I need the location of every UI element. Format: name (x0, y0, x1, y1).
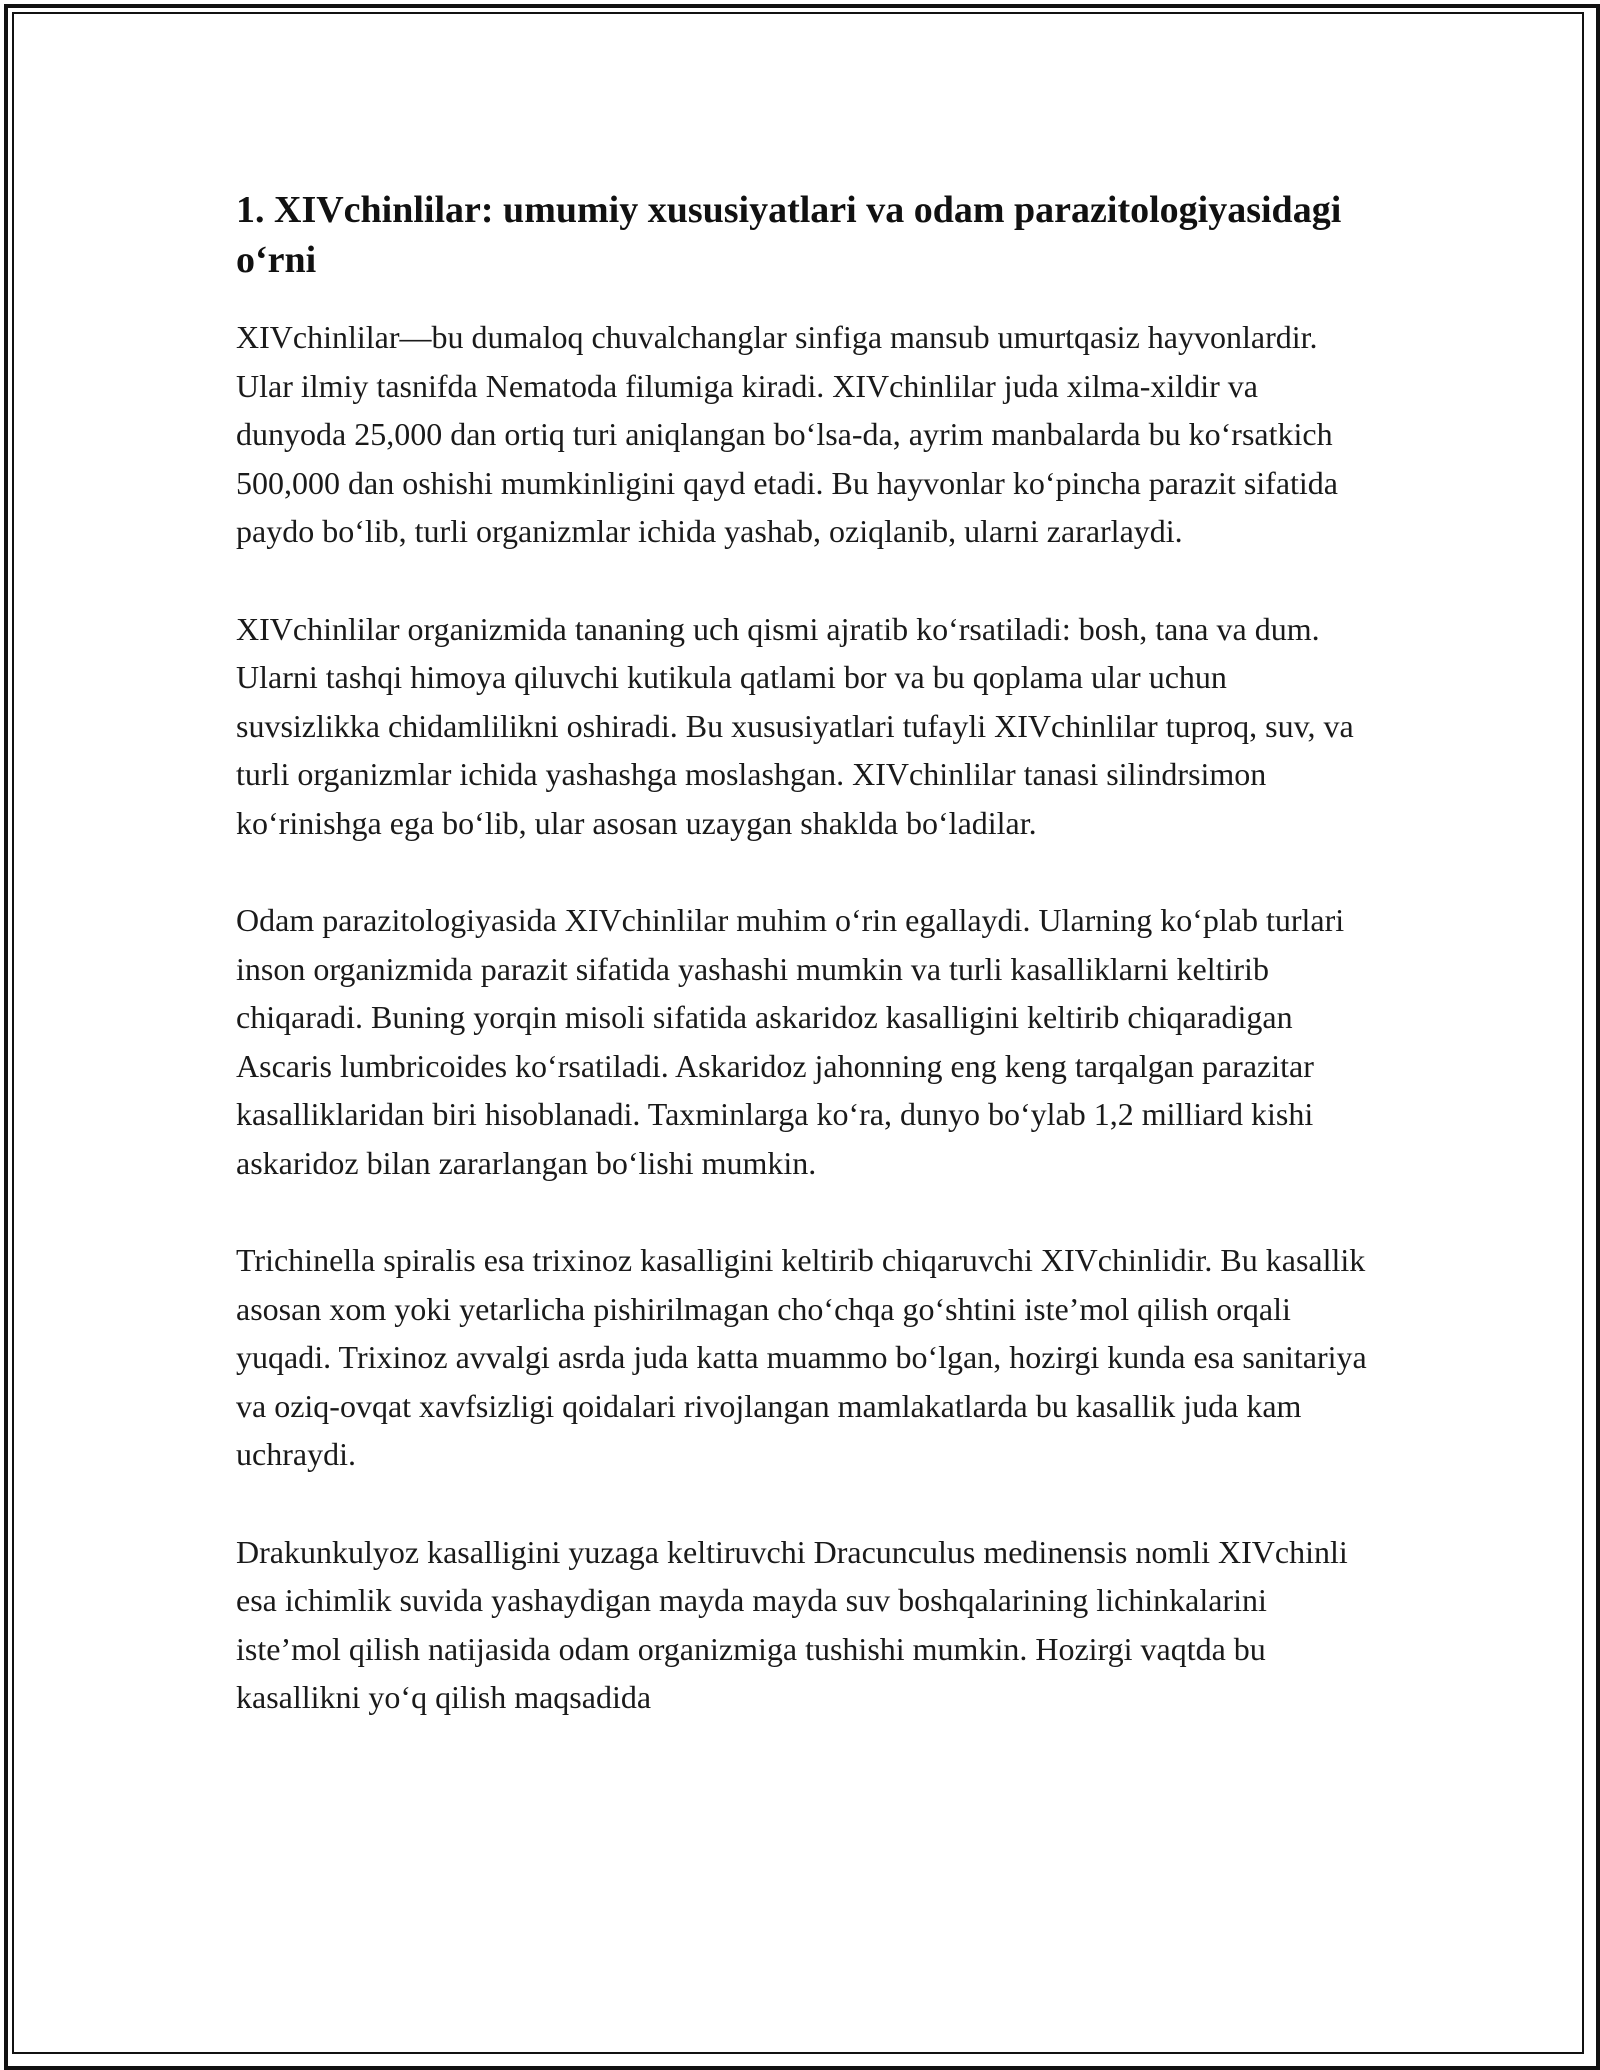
section-heading: 1. XIVchinlilar: umumiy xususiyatlari va odam parazitologiyasidagi o‘rni (236, 189, 1342, 281)
paragraph-3: Odam parazitologiyasida XIVchinlilar muhim o‘rin egallaydi. Ularning ko‘plab turlari inson organizmida parazit sifatida yashashi mumkin va turli kasalliklarni keltirib chiqaradi. Buning yorqin misoli sifatida askaridoz kasalligini keltirib chiqaradigan Ascaris lumbricoides ko‘rsatiladi. Askaridoz jahonning eng keng tarqalgan parazitar kasalliklaridan biri hisoblanadi. Taxminlarga ko‘ra, dunyo bo‘ylab 1,2 milliard kishi askaridoz bilan zararlangan bo‘lishi mumkin. (236, 902, 1345, 1181)
paragraph-2: XIVchinlilar organizmida tananing uch qismi ajratib ko‘rsatiladi: bosh, tana va dum. Ularni tashqi himoya qiluvchi kutikula qatlami bor va bu qoplama ular uchun suvsizlikka chidamlilikni oshiradi. Bu xususiyatlari tufayli XIVchinlilar tuproq, suv, va turli organizmlar ichida yashashga moslashgan. XIVchinlilar tanasi silindrsimon ko‘rinishga ega bo‘lib, ular asosan uzaygan shakldа bo‘ladilar. (236, 610, 1354, 841)
paragraph-5: Drakunkulyoz kasalligini yuzaga keltiruvchi Dracunculus medinensis nomli XIVchinli esa ichimlik suvida yashaydigan mayda mayda suv boshqalarining lichinkalarini iste’mol qilish natijasida odam organizmiga tushishi mumkin. Hozirgi vaqtda bu kasallikni yo‘q qilish maqsadida (236, 1533, 1348, 1715)
document-body (236, 185, 1376, 1771)
paragraph-4: Trichinella spiralis esa trixinoz kasalligini keltirib chiqaruvchi XIVchinlidir. Bu kasallik asosan xom yoki yetarlicha pishirilmagan cho‘chqa go‘shtini iste’mol qilish orqali yuqadi. Trixinoz avvalgi asrda juda katta muammo bo‘lgan, hozirgi kunda esa sanitariya va oziq-ovqat xavfsizligi qoidalari rivojlangan mamlakatlarda bu kasallik juda kam uchraydi. (236, 1242, 1367, 1472)
paragraph-1: XIVchinlilar—bu dumaloq chuvalchanglar sinfiga mansub umurtqasiz hayvonlardir. Ular ilmiy tasnifda Nematoda filumiga kiradi. XIVchinlilar juda xilma-xildir va dunyoda 25,000 dan ortiq turi aniqlangan bo‘lsa-da, ayrim manbalarda bu ko‘rsatkich 500,000 dan oshishi mumkinligini qayd etadi. Bu hayvonlar ko‘pincha parazit sifatida paydo bo‘lib, turli organizmlar ichida yashab, oziqlanib, ularni zararlaydi. (236, 319, 1338, 549)
